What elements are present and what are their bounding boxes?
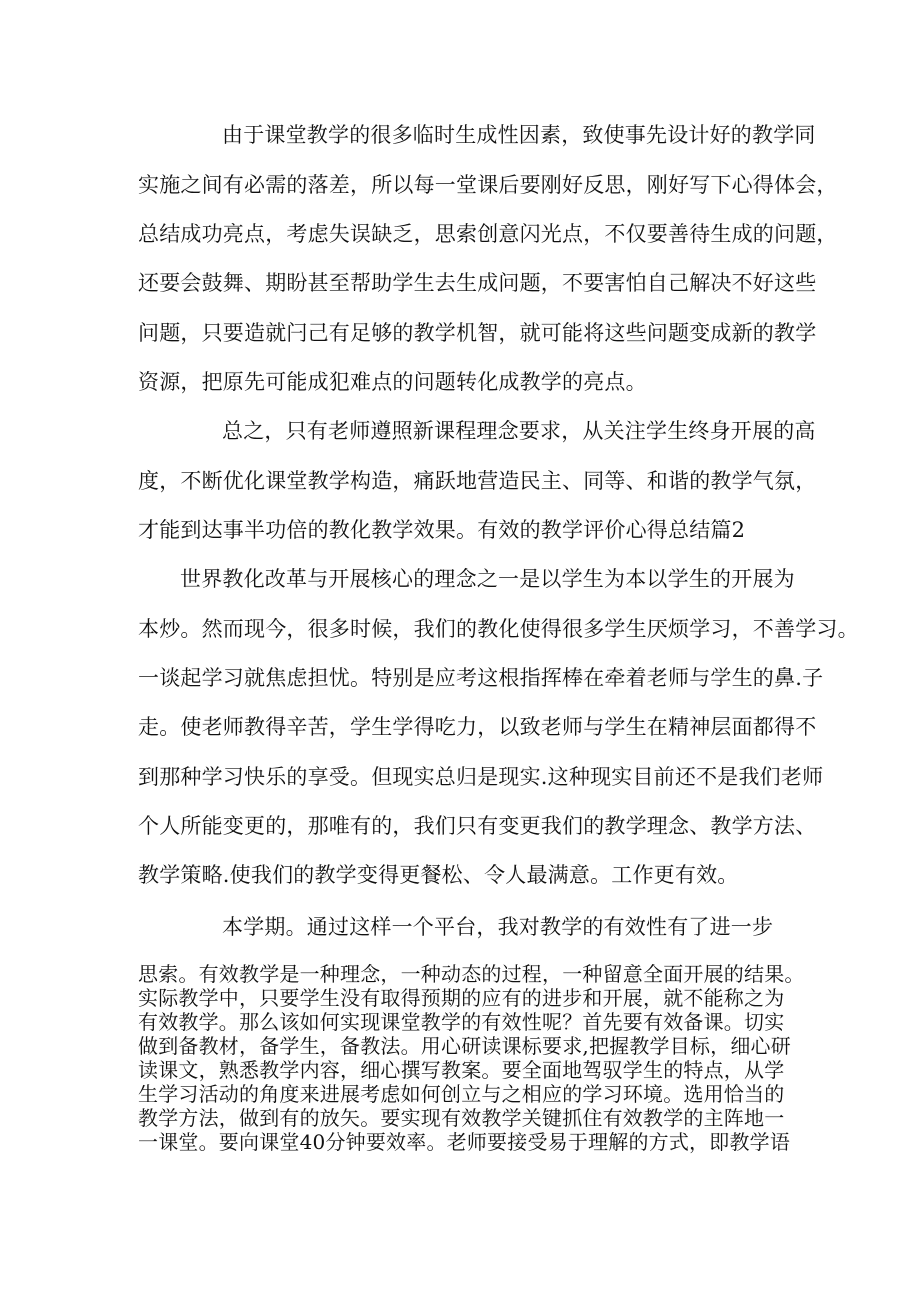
paragraph-4-line-2: 实际教学中，只要学生没有取得预期的应有的进步和开展，就不能称之为: [138, 986, 785, 1010]
paragraph-3-line-4: 走。使老师教得辛苦，学生学得吃力，以致老师与学生在精神层面都得不: [138, 715, 817, 739]
paragraph-1-line-5: 问题，只要造就闩己有足够的教学机智，就可能将这些问题变成新的教学: [138, 321, 817, 345]
paragraph-3-line-7: 教学策略.使我们的教学变得更餐松、令人最满意。工作更有效。: [138, 863, 739, 887]
paragraph-4-line-1: 思索。有效教学是一种理念，一种动态的过程，一种留意全面开展的结果。: [138, 962, 805, 986]
paragraph-1-line-1: 由于课堂教学的很多临时生成性因素，致使事先设计好的教学同: [222, 123, 816, 147]
paragraph-3-line-5: 到那种学习快乐的享受。但现实总归是现实.这种现实目前还不是我们老师: [138, 765, 824, 789]
paragraph-4-line-5: 读课文，熟悉教学内容，细心撰写教案。要全面地驾驭学生的特点，从学: [138, 1058, 785, 1082]
paragraph-2-line-1: 总之，只有老师遵照新课程理念要求，从关注学生终身开展的高: [222, 419, 816, 443]
paragraph-1-line-4: 还要会鼓舞、期盼甚至帮助学生去生成问题，不要害怕自己解决不好这些: [138, 271, 817, 295]
paragraph-4-line-3: 有效教学。那么该如何实现课堂教学的有效性呢？首先要有效备课。切实: [138, 1010, 785, 1034]
paragraph-4-intro: 本学期。通过这样一个平台，我对教学的有效性有了进一步: [222, 915, 774, 939]
paragraph-3-line-1: 世界教化改革与开展核心的理念之一是以学生为本以学生的开展为: [180, 567, 795, 591]
paragraph-3-line-6: 个人所能变更的，那唯有的，我们只有变更我们的教学理念、教学方法、: [138, 814, 817, 838]
paragraph-1-line-6: 资源，把原先可能成犯难点的问题转化成教学的亮点。: [138, 370, 647, 394]
paragraph-2-line-2: 度，不断优化课堂教学构造，痛跃地营造民主、同等、和谐的教学气氛，: [138, 469, 817, 493]
paragraph-4-line-8: 一课堂。要向课堂40分钟要效率。老师要接受易于理解的方式，即教学语: [138, 1130, 791, 1154]
paragraph-3-line-3: 一谈起学习就焦虑担忧。特别是应考这根指挥棒在牵着老师与学生的鼻.子: [138, 666, 824, 690]
paragraph-1-line-3: 总结成功亮点，考虑失误缺乏，思索创意闪光点，不仅要善待生成的问题，: [138, 222, 838, 246]
paragraph-4-line-4: 做到备教材，备学生，备教法。用心研读课标要求,把握教学目标，细心研: [138, 1034, 791, 1058]
paragraph-4-line-6: 生学习活动的角度来进展考虑如何创立与之相应的学习环境。选用恰当的: [138, 1082, 785, 1106]
paragraph-1-line-2: 实施之间有必需的落差，所以每一堂课后要刚好反思，刚好写下心得体会，: [138, 173, 838, 197]
paragraph-4-line-7: 教学方法，做到有的放矢。要实现有效教学关键抓住有效教学的主阵地一: [138, 1106, 785, 1130]
paragraph-3-line-2: 本炒。然而现今，很多时候，我们的教化使得很多学生厌烦学习，不善学习。: [138, 617, 859, 641]
paragraph-2-line-3: 才能到达事半功倍的教化教学效果。有效的教学评价心得总结篇2: [138, 518, 746, 542]
